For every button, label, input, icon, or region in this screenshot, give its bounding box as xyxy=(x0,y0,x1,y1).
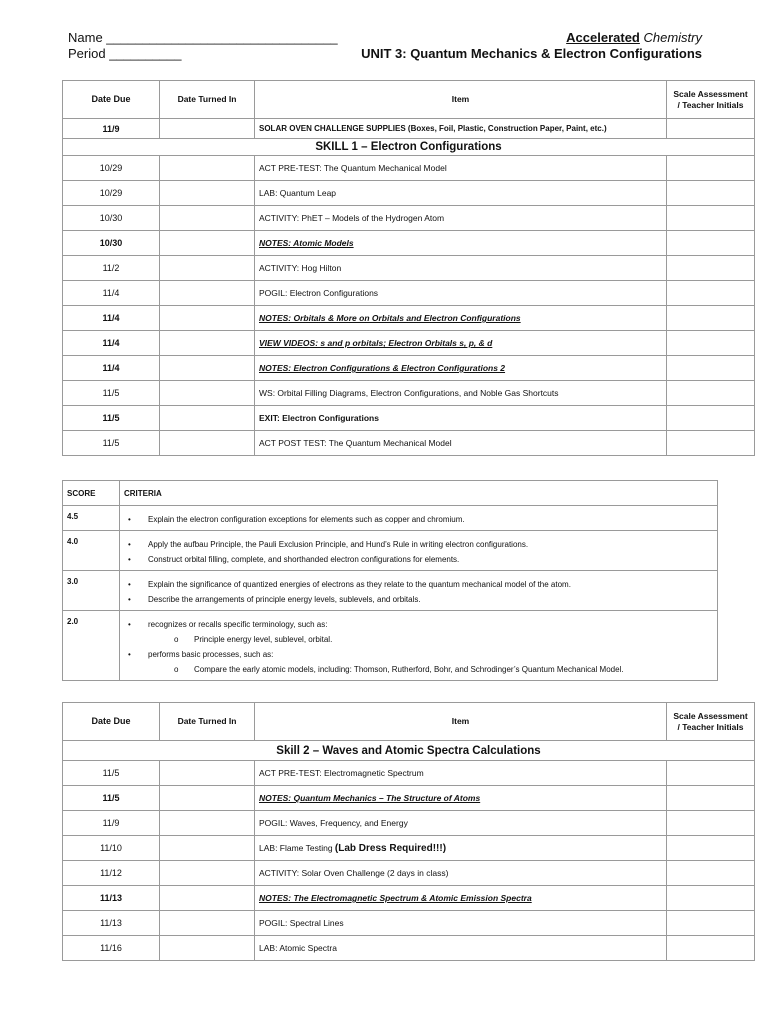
row-date: 11/5 xyxy=(63,761,160,786)
header-item: Item xyxy=(255,81,667,119)
row-item: EXIT: Electron Configurations xyxy=(255,406,667,431)
row-initials[interactable] xyxy=(667,811,755,836)
row-date: 11/16 xyxy=(63,936,160,961)
table-row xyxy=(63,381,755,406)
row-turned-in[interactable] xyxy=(160,231,255,256)
row-item xyxy=(255,836,667,861)
table-row xyxy=(63,406,755,431)
row-initials[interactable] xyxy=(667,331,755,356)
row-initials[interactable] xyxy=(667,206,755,231)
row-initials[interactable] xyxy=(667,281,755,306)
table-row xyxy=(63,306,755,331)
row-initials[interactable] xyxy=(667,156,755,181)
skill-title-row xyxy=(63,741,755,761)
row-date: 11/12 xyxy=(63,861,160,886)
row-date: 11/13 xyxy=(63,911,160,936)
header-date-turned-in: Date Turned In xyxy=(160,703,255,741)
table-row xyxy=(63,206,755,231)
row-item: POGIL: Electron Configurations xyxy=(255,281,667,306)
row-initials[interactable] xyxy=(667,431,755,456)
row-date: 10/29 xyxy=(63,181,160,206)
criteria-row xyxy=(63,506,718,531)
row-item: VIEW VIDEOS: s and p orbitals; Electron Orbitals s, p, & d xyxy=(255,331,667,356)
row-initials[interactable] xyxy=(667,306,755,331)
row-turned-in[interactable] xyxy=(160,911,255,936)
criteria-bullet: • Construct orbital filling, complete, and shorthanded electron configurations for elements. xyxy=(124,552,713,567)
row-item: NOTES: Atomic Models xyxy=(255,231,667,256)
row-turned-in[interactable] xyxy=(160,811,255,836)
row-date: 11/10 xyxy=(63,836,160,861)
row-date: 11/9 xyxy=(63,811,160,836)
header-date-turned-in: Date Turned In xyxy=(160,81,255,119)
criteria-sub-bullet: o Compare the early atomic models, including: Thomson, Rutherford, Bohr, and Schrodinger’s Quantum Mechanical Model. xyxy=(124,662,713,677)
table-row xyxy=(63,281,755,306)
course-rest: Chemistry xyxy=(639,30,702,45)
table-row xyxy=(63,156,755,181)
row-turned-in[interactable] xyxy=(160,256,255,281)
score-value: 4.0 xyxy=(63,531,120,571)
criteria-sub-bullet: o Principle energy level, sublevel, orbital. xyxy=(124,632,713,647)
row-turned-in[interactable] xyxy=(160,861,255,886)
row-date: 11/2 xyxy=(63,256,160,281)
row-turned-in[interactable] xyxy=(160,281,255,306)
row-turned-in[interactable] xyxy=(160,761,255,786)
table-row xyxy=(63,119,755,139)
table-header-row xyxy=(63,81,755,119)
row-item: ACTIVITY: PhET – Models of the Hydrogen Atom xyxy=(255,206,667,231)
table-row xyxy=(63,256,755,281)
row-item: ACTIVITY: Hog Hilton xyxy=(255,256,667,281)
table-row xyxy=(63,861,755,886)
row-turned-in[interactable] xyxy=(160,206,255,231)
row-item: ACTIVITY: Solar Oven Challenge (2 days in class) xyxy=(255,861,667,886)
row-date: 11/5 xyxy=(63,786,160,811)
row-turned-in[interactable] xyxy=(160,156,255,181)
criteria-cell xyxy=(120,531,718,571)
score-value: 2.0 xyxy=(63,611,120,681)
criteria-cell xyxy=(120,611,718,681)
lab-dress-note: (Lab Dress Required!!!) xyxy=(334,842,447,854)
row-turned-in[interactable] xyxy=(160,331,255,356)
row-turned-in[interactable] xyxy=(160,936,255,961)
row-date: 11/4 xyxy=(63,331,160,356)
table-row xyxy=(63,936,755,961)
row-date: 11/4 xyxy=(63,281,160,306)
row-turned-in[interactable] xyxy=(160,119,255,139)
row-initials[interactable] xyxy=(667,256,755,281)
row-initials[interactable] xyxy=(667,381,755,406)
row-date: 11/4 xyxy=(63,356,160,381)
row-turned-in[interactable] xyxy=(160,886,255,911)
row-initials[interactable] xyxy=(667,836,755,861)
table-row xyxy=(63,331,755,356)
row-item: ACT PRE-TEST: Electromagnetic Spectrum xyxy=(255,761,667,786)
skill2-title: Skill 2 – Waves and Atomic Spectra Calculations xyxy=(63,741,755,761)
row-turned-in[interactable] xyxy=(160,356,255,381)
row-initials[interactable] xyxy=(667,181,755,206)
criteria-bullet: • Describe the arrangements of principle energy levels, sublevels, and orbitals. xyxy=(124,592,713,607)
criteria-bullet: • Explain the electron configuration exceptions for elements such as copper and chromium. xyxy=(124,512,713,527)
name-field-label: Name ________________________________ xyxy=(68,30,338,45)
criteria-row xyxy=(63,531,718,571)
row-turned-in[interactable] xyxy=(160,431,255,456)
row-initials[interactable] xyxy=(667,356,755,381)
row-date: 10/30 xyxy=(63,231,160,256)
row-date: 11/4 xyxy=(63,306,160,331)
criteria-bullet: • Explain the significance of quantized energies of electrons as they relate to the quantum mechanical model of the atom. xyxy=(124,577,713,592)
table-row xyxy=(63,231,755,256)
table-row xyxy=(63,761,755,786)
row-date: 11/9 xyxy=(63,119,160,139)
table-row xyxy=(63,356,755,381)
row-turned-in[interactable] xyxy=(160,306,255,331)
row-date: 11/5 xyxy=(63,381,160,406)
table-row xyxy=(63,431,755,456)
criteria-header: CRITERIA xyxy=(120,481,718,506)
table-row xyxy=(63,886,755,911)
criteria-cell xyxy=(120,571,718,611)
score-value: 3.0 xyxy=(63,571,120,611)
skill1-title: SKILL 1 – Electron Configurations xyxy=(63,139,755,156)
row-date: 11/13 xyxy=(63,886,160,911)
row-item: SOLAR OVEN CHALLENGE SUPPLIES (Boxes, Foil, Plastic, Construction Paper, Paint, etc.) xyxy=(255,119,667,139)
row-item-text: LAB: Flame Testing xyxy=(259,842,335,853)
header-scale: Scale Assessment / Teacher Initials xyxy=(667,81,755,119)
period-field-label: Period __________ xyxy=(68,46,182,61)
skill2-assignment-table xyxy=(62,702,755,961)
table-row xyxy=(63,181,755,206)
row-item: POGIL: Spectral Lines xyxy=(255,911,667,936)
row-item: NOTES: Electron Configurations & Electron Configurations 2 xyxy=(255,356,667,381)
row-item: POGIL: Waves, Frequency, and Energy xyxy=(255,811,667,836)
row-initials[interactable] xyxy=(667,761,755,786)
table-row xyxy=(63,811,755,836)
row-turned-in[interactable] xyxy=(160,381,255,406)
table-row xyxy=(63,786,755,811)
row-item: ACT POST TEST: The Quantum Mechanical Model xyxy=(255,431,667,456)
row-date: 10/30 xyxy=(63,206,160,231)
score-header: SCORE xyxy=(63,481,120,506)
row-initials[interactable] xyxy=(667,886,755,911)
score-value: 4.5 xyxy=(63,506,120,531)
row-turned-in[interactable] xyxy=(160,786,255,811)
criteria-bullet: • Apply the aufbau Principle, the Pauli Exclusion Principle, and Hund’s Rule in writing electron configurations. xyxy=(124,537,713,552)
criteria-bullet: • performs basic processes, such as: xyxy=(124,647,713,662)
course-underlined: Accelerated xyxy=(566,30,640,45)
header-date-due: Date Due xyxy=(63,81,160,119)
row-initials[interactable] xyxy=(667,911,755,936)
row-date: 11/5 xyxy=(63,406,160,431)
criteria-bullet: • recognizes or recalls specific terminology, such as: xyxy=(124,617,713,632)
row-initials[interactable] xyxy=(667,936,755,961)
row-item: NOTES: Orbitals & More on Orbitals and Electron Configurations xyxy=(255,306,667,331)
table-row xyxy=(63,836,755,861)
table-header-row xyxy=(63,703,755,741)
row-initials[interactable] xyxy=(667,406,755,431)
criteria-header-row xyxy=(63,481,718,506)
header-scale: Scale Assessment / Teacher Initials xyxy=(667,703,755,741)
row-item: WS: Orbital Filling Diagrams, Electron Configurations, and Noble Gas Shortcuts xyxy=(255,381,667,406)
table-row xyxy=(63,911,755,936)
skill1-assignment-table xyxy=(62,80,755,456)
row-initials[interactable] xyxy=(667,861,755,886)
row-initials[interactable] xyxy=(667,119,755,139)
unit-title: UNIT 3: Quantum Mechanics & Electron Configurations xyxy=(361,46,702,61)
scoring-criteria-table xyxy=(62,480,718,681)
row-item: LAB: Atomic Spectra xyxy=(255,936,667,961)
row-initials[interactable] xyxy=(667,786,755,811)
row-turned-in[interactable] xyxy=(160,181,255,206)
header-item: Item xyxy=(255,703,667,741)
header-date-due: Date Due xyxy=(63,703,160,741)
row-item: LAB: Quantum Leap xyxy=(255,181,667,206)
skill-title-row xyxy=(63,139,755,156)
row-item: NOTES: The Electromagnetic Spectrum & Atomic Emission Spectra xyxy=(255,886,667,911)
row-initials[interactable] xyxy=(667,231,755,256)
criteria-row xyxy=(63,611,718,681)
criteria-row xyxy=(63,571,718,611)
criteria-cell xyxy=(120,506,718,531)
row-turned-in[interactable] xyxy=(160,836,255,861)
row-date: 10/29 xyxy=(63,156,160,181)
course-title xyxy=(566,30,702,45)
row-item: NOTES: Quantum Mechanics – The Structure of Atoms xyxy=(255,786,667,811)
row-turned-in[interactable] xyxy=(160,406,255,431)
row-item: ACT PRE-TEST: The Quantum Mechanical Model xyxy=(255,156,667,181)
row-date: 11/5 xyxy=(63,431,160,456)
